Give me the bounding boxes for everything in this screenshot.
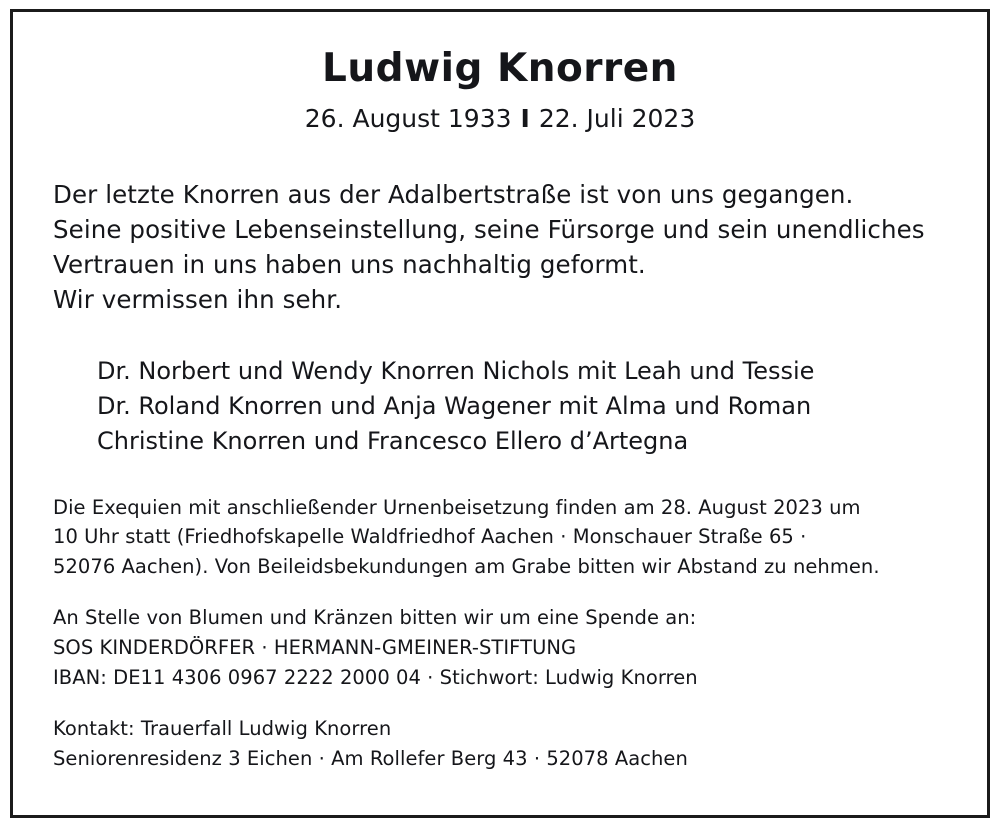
lead-line: Der letzte Knorren aus der Adalbertstraße ist von uns gegangen.: [53, 180, 854, 210]
obituary-notice-card: [10, 9, 990, 818]
lead-paragraph: [53, 178, 947, 317]
lead-line: Vertrauen in uns haben uns nachhaltig geformt.: [53, 249, 646, 279]
donation-line: IBAN: DE11 4306 0967 2222 2000 04 · Stichwort: Ludwig Knorren: [53, 665, 698, 689]
life-dates: [53, 105, 947, 133]
lead-line: Seine positive Lebenseinstellung, seine Fürsorge und sein unendliches: [53, 215, 925, 245]
family-line: Dr. Norbert und Wendy Knorren Nichols mit Leah und Tessie: [97, 356, 815, 385]
date-of-death: 22. Juli 2023: [538, 103, 696, 133]
lead-line: Wir vermissen ihn sehr.: [53, 284, 343, 314]
donation-details: [53, 603, 947, 692]
donation-line: An Stelle von Blumen und Kränzen bitten wir um eine Spende an:: [53, 606, 697, 630]
deceased-name: Ludwig Knorren: [322, 46, 678, 91]
funeral-line: 52076 Aachen). Von Beileidsbekundungen am Grabe bitten wir Abstand zu nehmen.: [53, 554, 880, 578]
family-signatures: [53, 354, 947, 459]
contact-line: Seniorenresidenz 3 Eichen · Am Rollefer Berg 43 · 52078 Aachen: [53, 746, 688, 770]
family-line: Christine Knorren und Francesco Ellero d’Artegna: [97, 426, 689, 455]
contact-details: [53, 714, 947, 773]
funeral-line: Die Exequien mit anschließender Urnenbeisetzung finden am 28. August 2023 um: [53, 495, 861, 519]
funeral-line: 10 Uhr statt (Friedhofskapelle Waldfriedhof Aachen · Monschauer Straße 65 ·: [53, 525, 807, 549]
obituary-content: [13, 12, 987, 784]
date-separator: I: [520, 103, 530, 133]
donation-line: SOS KINDERDÖRFER · HERMANN-GMEINER-STIFTUNG: [53, 636, 577, 660]
contact-line: Kontakt: Trauerfall Ludwig Knorren: [53, 717, 392, 741]
funeral-details: [53, 493, 947, 582]
date-of-birth: 26. August 1933: [304, 103, 512, 133]
family-line: Dr. Roland Knorren und Anja Wagener mit Alma und Roman: [97, 391, 812, 420]
